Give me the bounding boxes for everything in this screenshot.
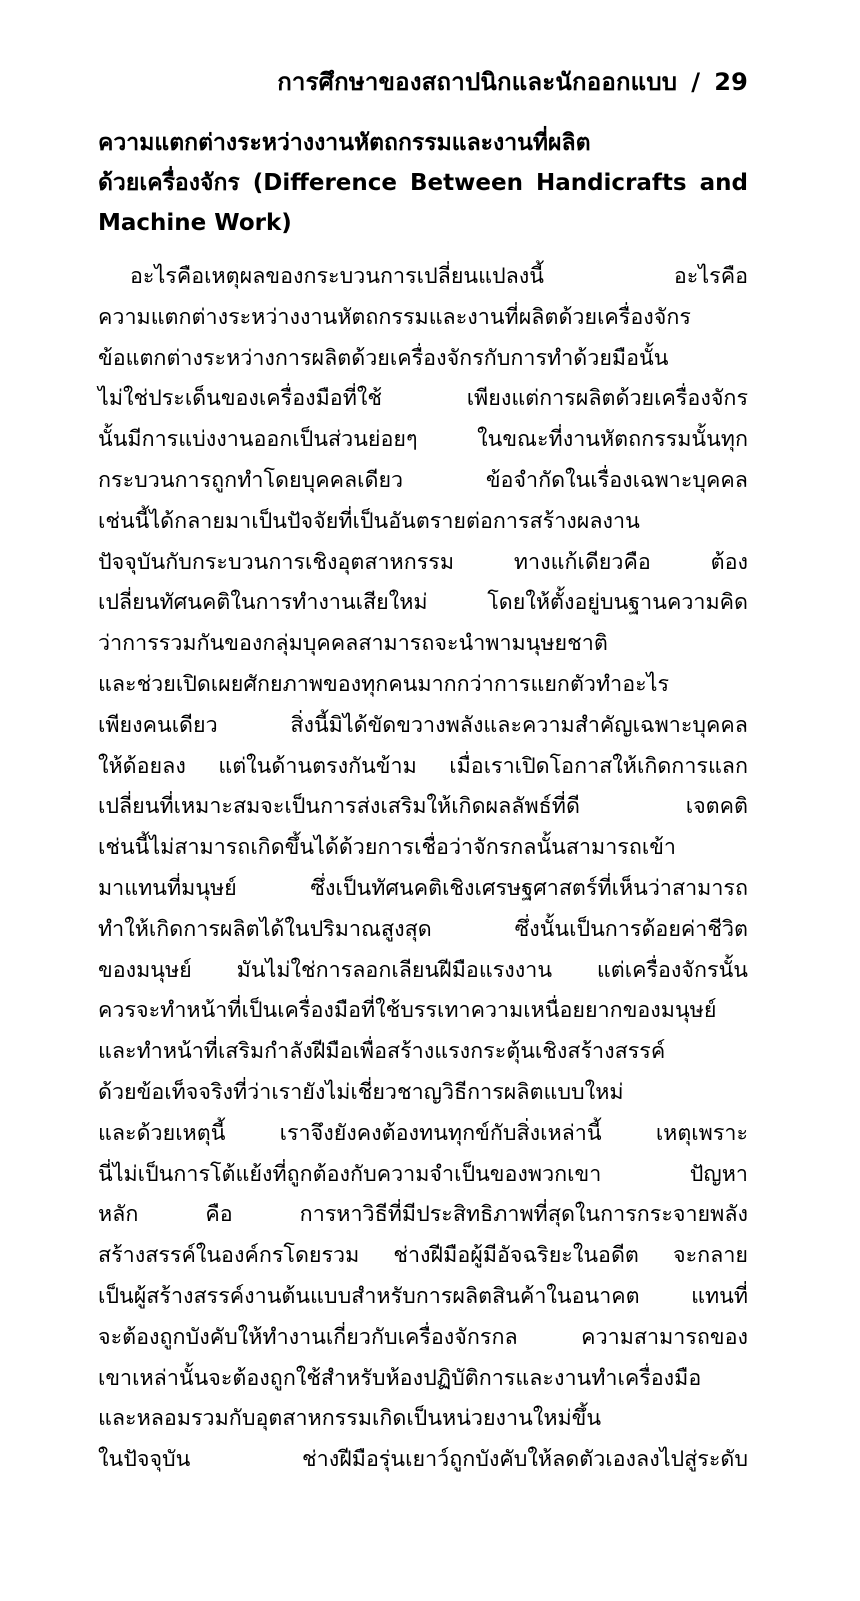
body-line: ข้อแตกต่างระหว่างการผลิตด้วยเครื่องจักรกับการทำด้วยมือนั้น <box>98 345 669 371</box>
body-line: ว่าการรวมกันของกลุ่มบุคคลสามารถจะนำพามนุษยชาติ <box>98 631 608 657</box>
body-line: เปลี่ยนที่เหมาะสมจะเป็นการส่งเสริมให้เกิดผลลัพธ์ที่ดี เจตคติ <box>98 794 748 820</box>
section-heading <box>98 123 748 243</box>
body-line: และช่วยเปิดเผยศักยภาพของทุกคนมากกว่าการแยกตัวทำอะไร <box>98 671 670 697</box>
running-header <box>277 62 748 101</box>
section-heading-line-1: ความแตกต่างระหว่างงานหัตถกรรมและงานที่ผลิต <box>98 130 591 156</box>
body-line: เช่นนี้ไม่สามารถเกิดขึ้นได้ด้วยการเชื่อว่าจักรกลนั้นสามารถเข้า <box>98 835 676 861</box>
body-line: ความแตกต่างระหว่างงานหัตถกรรมและงานที่ผลิตด้วยเครื่องจักร <box>98 304 691 330</box>
page-number: 29 <box>714 68 748 96</box>
body-line: อะไรคือเหตุผลของกระบวนการเปลี่ยนแปลงนี้ อะไรคือ <box>130 264 748 289</box>
body-line: ให้ด้อยลง แต่ในด้านตรงกันข้าม เมื่อเราเปิดโอกาสให้เกิดการแลก <box>98 753 748 779</box>
body-line: หลัก คือ การหาวิธีที่มีประสิทธิภาพที่สุดในการกระจายพลัง <box>98 1202 748 1228</box>
body-line: เพียงคนเดียว สิ่งนี้มิได้ขัดขวางพลังและความสำคัญเฉพาะบุคคล <box>98 712 748 738</box>
body-line: ปัจจุบันกับกระบวนการเชิงอุตสาหกรรม ทางแก้เดียวคือ ต้อง <box>98 549 748 575</box>
body-paragraph <box>98 257 748 1481</box>
body-line: นั้นมีการแบ่งงานออกเป็นส่วนย่อยๆ ในขณะที่งานหัตถกรรมนั้นทุก <box>98 427 748 453</box>
body-line: และทำหน้าที่เสริมกำลังฝีมือเพื่อสร้างแรงกระตุ้นเชิงสร้างสรรค์ <box>98 1039 666 1065</box>
body-line: กระบวนการถูกทำโดยบุคคลเดียว ข้อจำกัดในเรื่องเฉพาะบุคคล <box>98 467 748 493</box>
section-heading-line-3: Machine Work) <box>98 210 292 236</box>
body-line: มาแทนที่มนุษย์ ซึ่งเป็นทัศนคติเชิงเศรษฐศาสตร์ที่เห็นว่าสามารถ <box>98 875 748 901</box>
body-line: ควรจะทำหน้าที่เป็นเครื่องมือที่ใช้บรรเทาความเหนื่อยยากของมนุษย์ <box>98 998 717 1024</box>
section-heading-english: (Difference Between Handicrafts and <box>252 170 748 196</box>
body-line: นี่ไม่เป็นการโต้แย้งที่ถูกต้องกับความจำเป็นของพวกเขา ปัญหา <box>98 1161 748 1187</box>
body-line: ทำให้เกิดการผลิตได้ในปริมาณสูงสุด ซึ่งนั้นเป็นการด้อยค่าชีวิต <box>98 916 748 942</box>
body-line: สร้างสรรค์ในองค์กรโดยรวม ช่างฝีมือผู้มีอัจฉริยะในอดีต จะกลาย <box>98 1243 748 1269</box>
body-line: ไม่ใช่ประเด็นของเครื่องมือที่ใช้ เพียงแต่การผลิตด้วยเครื่องจักร <box>98 386 748 412</box>
body-line: ในปัจจุบัน ช่างฝีมือรุ่นเยาว์ถูกบังคับให้ลดตัวเองลงไปสู่ระดับ <box>98 1447 748 1473</box>
section-heading-thai: ด้วยเครื่องจักร <box>98 170 240 196</box>
body-line: ด้วยข้อเท็จจริงที่ว่าเรายังไม่เชี่ยวชาญวิธีการผลิตแบบใหม่ <box>98 1079 624 1105</box>
body-line: ของมนุษย์ มันไม่ใช่การลอกเลียนฝีมือแรงงาน แต่เครื่องจักรนั้น <box>98 957 748 983</box>
body-line: เขาเหล่านั้นจะต้องถูกใช้สำหรับห้องปฏิบัติการและงานทำเครื่องมือ <box>98 1365 702 1391</box>
body-line: เปลี่ยนทัศนคติในการทำงานเสียใหม่ โดยให้ตั้งอยู่บนฐานความคิด <box>98 590 748 616</box>
body-line: เช่นนี้ได้กลายมาเป็นปัจจัยที่เป็นอันตรายต่อการสร้างผลงาน <box>98 508 640 534</box>
body-line: เป็นผู้สร้างสรรค์งานต้นแบบสำหรับการผลิตสินค้าในอนาคต แทนที่ <box>98 1283 748 1309</box>
body-line: และหลอมรวมกับอุตสาหกรรมเกิดเป็นหน่วยงานใหม่ขึ้น <box>98 1406 602 1432</box>
header-separator: / <box>691 68 701 96</box>
section-heading-line-2 <box>98 163 748 203</box>
running-title: การศึกษาของสถาปนิกและนักออกแบบ <box>277 68 678 96</box>
body-line: และด้วยเหตุนี้ เราจึงยังคงต้องทนทุกข์กับสิ่งเหล่านี้ เหตุเพราะ <box>98 1120 748 1146</box>
body-line: จะต้องถูกบังคับให้ทำงานเกี่ยวกับเครื่องจักรกล ความสามารถของ <box>98 1324 748 1350</box>
